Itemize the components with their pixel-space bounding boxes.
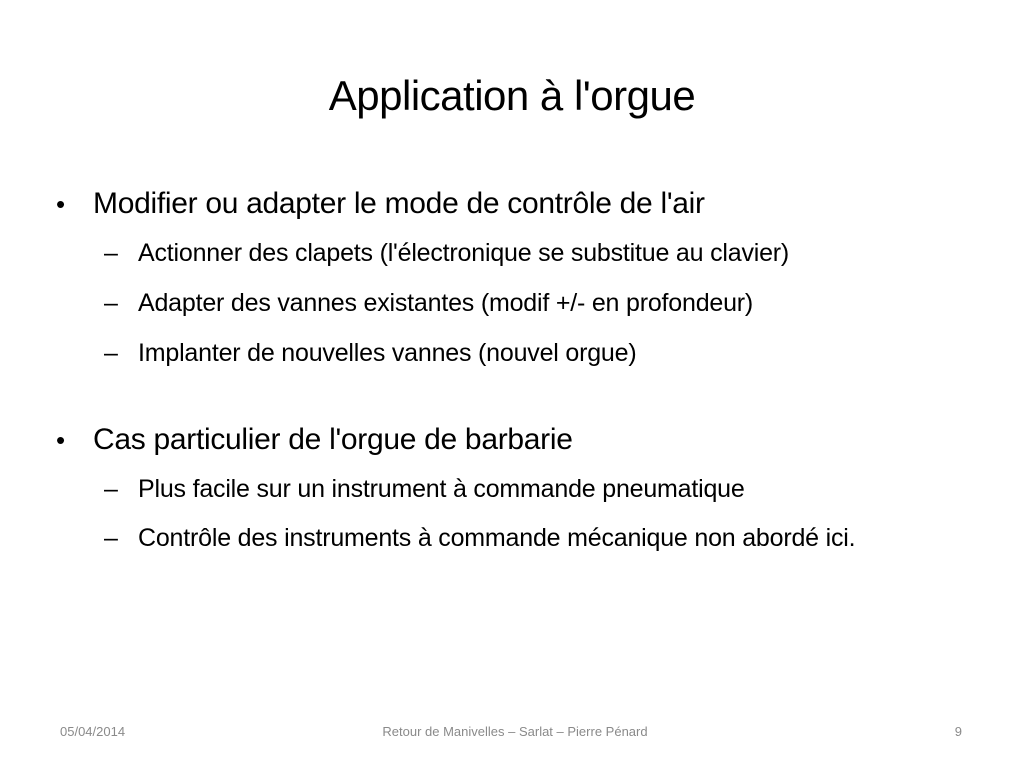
sub-bullet-item — [56, 228, 986, 278]
sub-bullet-text: Adapter des vannes existantes (modif +/- en profondeur) — [138, 289, 754, 317]
sub-bullet-item — [56, 464, 986, 514]
bullet-icon: • — [56, 189, 65, 219]
bullet-text: Modifier ou adapter le mode de contrôle de l'air — [93, 187, 705, 220]
sub-bullet-text: Implanter de nouvelles vannes (nouvel orgue) — [138, 339, 637, 367]
sub-bullet-text: Contrôle des instruments à commande mécanique non abordé ici. — [138, 524, 856, 552]
slide-content — [56, 180, 986, 560]
slide-title: Application à l'orgue — [328, 72, 696, 119]
bullet-text: Cas particulier de l'orgue de barbarie — [93, 423, 573, 456]
sub-bullet-item — [56, 514, 986, 560]
footer-date: 05/04/2014 — [60, 724, 126, 739]
sub-bullet-item — [56, 278, 986, 328]
bullet-item — [56, 416, 986, 464]
dash-icon: – — [104, 339, 118, 367]
spacer — [56, 378, 986, 416]
footer-text: Retour de Manivelles – Sarlat – Pierre Pénard — [382, 724, 648, 739]
dash-icon: – — [104, 289, 118, 317]
page-number: 9 — [954, 724, 962, 739]
sub-bullet-item — [56, 328, 986, 378]
dash-icon: – — [104, 475, 118, 503]
dash-icon: – — [104, 239, 118, 267]
bullet-item — [56, 180, 986, 228]
bullet-icon: • — [56, 425, 65, 455]
sub-bullet-text: Actionner des clapets (l'électronique se substitue au clavier) — [138, 239, 790, 267]
dash-icon: – — [104, 524, 118, 552]
sub-bullet-text: Plus facile sur un instrument à commande pneumatique — [138, 475, 745, 503]
